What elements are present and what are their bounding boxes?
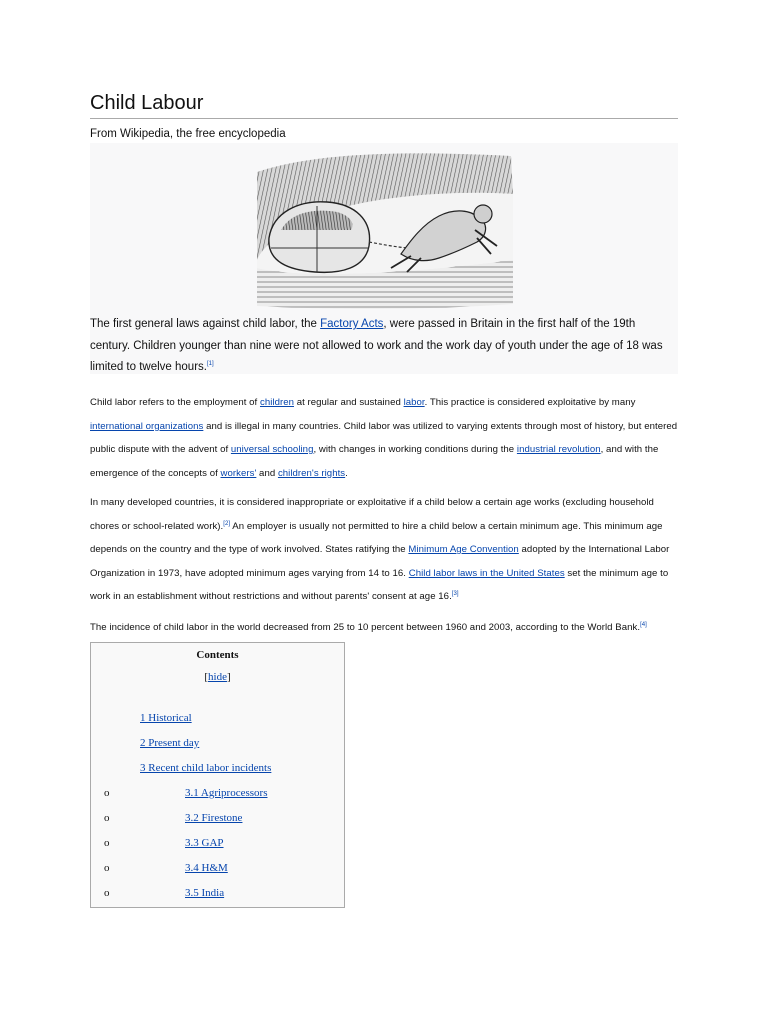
child-labor-laws-us-link[interactable]: Child labor laws in the United States: [408, 567, 565, 579]
children-link[interactable]: children: [259, 397, 294, 408]
toc-item-recent-incidents[interactable]: 3 Recent child labor incidents: [140, 762, 272, 774]
toc-item-agriprocessors[interactable]: 3.1 Agriprocessors: [185, 787, 268, 799]
table-of-contents: [90, 642, 345, 908]
toc-item-firestone[interactable]: 3.2 Firestone: [185, 812, 243, 824]
toc-item-historical[interactable]: 1 Historical: [140, 712, 192, 724]
minimum-age-paragraph: In many developed countries, it is considered inappropriate or exploitative if a child below a certain age works (excluding household chores or school-related work).[2] An employer is usually not permitted to hire a child below a certain minimum age. This minimum age depends on the country and the type of work involved. States ratifying the Minimum Age Convention adopted by the International Labor Organization in 1973, have adopted minimum ages varying from 14 to 16. Child labor laws in the United States set the minimum age to work in an establishment without restrictions and without parents' consent at age 16.[3]: [90, 497, 670, 602]
ref-1-link[interactable]: [1]: [206, 361, 214, 368]
ref-4-link[interactable]: [4]: [640, 621, 647, 628]
toc-title: Contents: [196, 649, 239, 661]
labor-link[interactable]: labor: [403, 397, 425, 408]
toc-bullet: o: [104, 887, 110, 899]
site-tagline: From Wikipedia, the free encyclopedia: [90, 128, 286, 140]
workers-link[interactable]: workers': [220, 467, 257, 479]
toc-item-present-day[interactable]: 2 Present day: [140, 737, 200, 749]
toc-bullet: o: [104, 837, 110, 849]
international-organizations-link[interactable]: international organizations: [90, 420, 204, 432]
ref-2-link[interactable]: [2]: [223, 520, 231, 527]
page-title: Child Labour: [90, 92, 204, 114]
toc-hide-link[interactable]: hide: [208, 671, 227, 683]
mine-illustration-image: [251, 150, 517, 310]
incidence-paragraph: The incidence of child labor in the world decreased from 25 to 10 percent between 1960 and 2003, according to the World Bank.[4]: [90, 621, 647, 633]
toc-hide-toggle: [hide]: [204, 671, 231, 683]
intro-paragraph: Child labor refers to the employment of children at regular and sustained labor. This practice is considered exploitative by many international organizations and is illegal in many countries. Child labor was utilized to varying extents through most of history, but entered public dispute with the advent of universal schooling, with changes in working conditions during the industrial revolution, and with the emergence of the concepts of workers' and children's rights.: [90, 397, 678, 479]
factory-acts-link[interactable]: Factory Acts: [320, 318, 384, 330]
ref-3-link[interactable]: [3]: [451, 590, 459, 597]
title-divider: [90, 118, 678, 119]
universal-schooling-link[interactable]: universal schooling: [230, 444, 314, 455]
toc-bullet: o: [104, 812, 110, 824]
figure-caption: The first general laws against child labor, the Factory Acts, were passed in Britain in the first half of the 19th century. Children younger than nine were not allowed to work and the work day of youth under the age of 18 was limited to twelve hours.[1]: [90, 318, 663, 373]
toc-item-gap[interactable]: 3.3 GAP: [185, 837, 224, 849]
toc-bullet: o: [104, 862, 110, 874]
childrens-rights-link[interactable]: children's rights: [277, 467, 346, 479]
toc-item-hm[interactable]: 3.4 H&M: [185, 862, 228, 874]
toc-item-india[interactable]: 3.5 India: [185, 887, 225, 899]
industrial-revolution-link[interactable]: industrial revolution: [516, 444, 601, 455]
minimum-age-convention-link[interactable]: Minimum Age Convention: [408, 544, 519, 555]
toc-bullet: o: [104, 787, 110, 799]
